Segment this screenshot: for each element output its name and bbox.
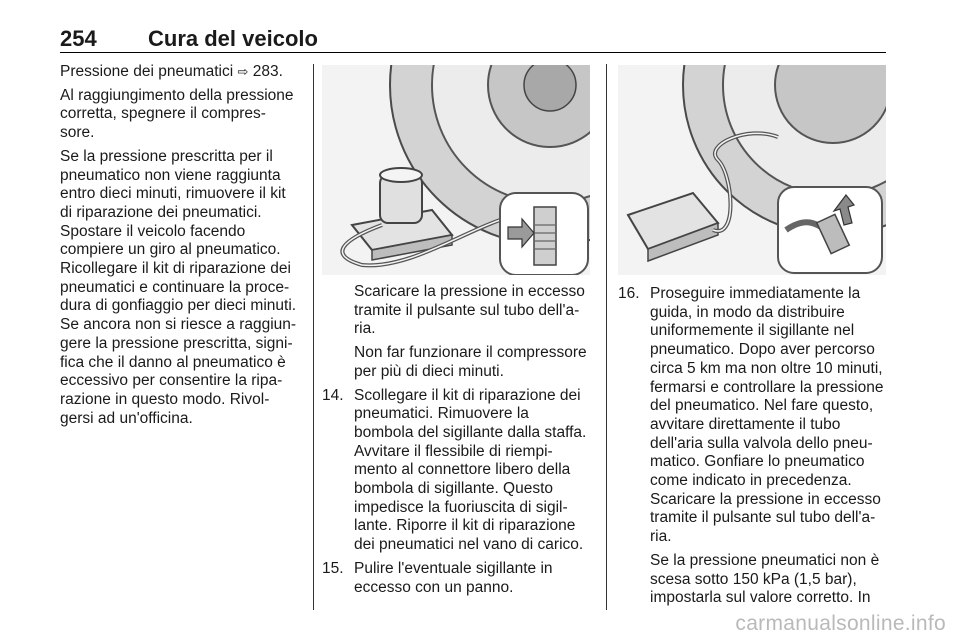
page-ref-arrow-icon: ⇨	[237, 64, 249, 79]
step-text: Pulire l'eventuale sigillante in eccesso con un panno.	[354, 559, 553, 596]
illustration-compressor-valve	[322, 65, 590, 275]
step-14	[322, 387, 592, 555]
column-left	[60, 63, 300, 433]
step-number: 14.	[322, 386, 344, 404]
column-right	[618, 65, 888, 613]
column-divider	[313, 64, 314, 610]
page-number: 254	[60, 26, 97, 51]
paragraph-compressor-limit: Non far funzionare il compressore per più di dieci minuti.	[354, 344, 587, 380]
paragraph-pressure-ref: Pressione dei pneumatici ⇨ 283.	[60, 63, 283, 80]
page-header	[60, 26, 886, 53]
watermark-text: carmanualsonline.info	[735, 612, 946, 635]
page-ref: 283.	[252, 63, 283, 80]
paragraph-correct-pressure: Al raggiungimento della pressione corretta, spegnere il compres- sore.	[60, 86, 294, 142]
column-divider	[606, 64, 607, 610]
step-text: Scollegare il kit di riparazione dei pneumatici. Rimuovere la bombola del sigillante dalla staffa. Avvitare il flessibile di riempi- mento al connettore libero della bombola di sigillante. Questo impedisce la fuoriuscita di sigil- lante. Riporre il kit di riparazione dei pneumatici nel vano di carico.	[354, 386, 587, 554]
step-15	[322, 560, 592, 597]
paragraph-pressure-below: Se la pressione pneumatici non è scesa sotto 150 kPa (1,5 bar), impostarla sul valore corretto. In	[650, 551, 880, 607]
column-middle	[322, 65, 592, 602]
page-title: Cura del veicolo	[148, 26, 318, 51]
step-number: 15.	[322, 559, 344, 577]
illustration-hose-valve	[618, 65, 886, 275]
paragraph-pressure-not-reached: Se la pressione prescritta per il pneumatico non viene raggiunta entro dieci minuti, rimuovere il kit di riparazione dei pneumatici. Spostare il veicolo facendo compiere un giro al pneumatico. Ricollegare il kit di riparazione dei pneumatici e continuare la proce- dura di gonfiaggio per dieci minuti. Se ancora non si riesce a raggiun- gere la pressione prescritta, signi- fica che il danno al pneumatico è eccessivo per consentire la ripa- razione in questo modo. Rivol- gersi ad un'officina.	[60, 147, 297, 427]
paragraph-release-pressure: Scaricare la pressione in eccesso tramite il pulsante sul tubo dell'a- ria.	[354, 283, 585, 338]
step-number: 16.	[618, 285, 640, 302]
step-16	[618, 285, 888, 547]
step-text: Proseguire immediatamente la guida, in modo da distribuire uniformemente il sigillante nel pneumatico. Dopo aver percorso circa 5 km ma non oltre 10 minuti, fermarsi e controllare la pressione del pneumatico. Nel fare questo, avvitare direttamente il tubo dell'aria sulla valvola dello pneu- matico. Gonfiare lo pneumatico come indicato in precedenza. Scaricare la pressione in eccesso tramite il pulsante sul tubo dell'a- ria.	[650, 285, 884, 546]
